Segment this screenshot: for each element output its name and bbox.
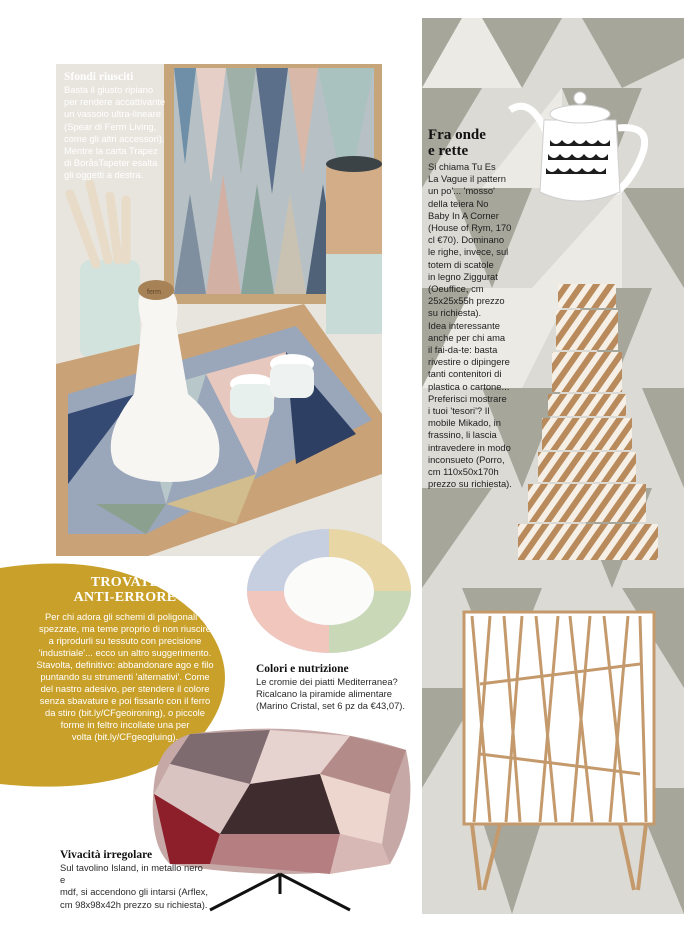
fraonde-line: su richiesta).	[428, 307, 482, 319]
trovate-line: Stavolta, definitivo: abbandonare ago e filo	[36, 659, 214, 670]
fraonde-line: tanti contenitori di	[428, 368, 502, 380]
trovate-line: volta (bit.ly/CFgeogluing).	[71, 731, 179, 742]
fraonde-line: rivestire o dipingere	[428, 356, 510, 368]
cork-label: ferm	[147, 289, 161, 296]
vivacita-caption	[60, 848, 210, 911]
sfondi-caption	[64, 70, 214, 182]
sfondi-line: Basta il giusto ripiano	[64, 84, 154, 95]
fraonde-line: frassino, li lascia	[428, 429, 497, 441]
trovate-line: spezzate, ma teme proprio di non riuscire	[39, 623, 211, 634]
sfondi-line: di BoråsTapeter esalta	[64, 157, 158, 169]
sfondi-line: un vassoio ultra-lineare	[64, 108, 161, 120]
fraonde-line: Preferisci mostrare	[428, 392, 507, 404]
colori-title: Colori e nutrizione	[256, 663, 349, 675]
trovate-line: a riprodurli su tessuto con precisione	[48, 635, 202, 646]
fraonde-title-line: Fra onde	[428, 127, 486, 143]
fraonde-line: inconsueto (Porro,	[428, 453, 505, 465]
vivacita-line: Sul tavolino Island, in metallo nero e	[60, 862, 203, 886]
fraonde-line: prezzo su richiesta).	[428, 478, 512, 490]
fraonde-line: il fai-da-te: basta	[428, 344, 498, 356]
sfondi-title: Sfondi riusciti	[64, 71, 134, 83]
vivacita-line: cm 98x98x42h prezzo su richiesta).	[60, 898, 208, 910]
sfondi-line: come gli altri accessori).	[64, 132, 165, 144]
fraonde-title	[428, 128, 528, 159]
sfondi-line: per rendere accattivante	[64, 96, 166, 108]
trovate-line: 'industriale'... ecco un altro suggerimento.	[38, 647, 212, 658]
fraonde-line: (Oeuffice, cm	[428, 283, 484, 295]
sfondi-line: gli oggetti a destra.	[64, 169, 144, 181]
fraonde-line: (House of Rym, 170	[428, 222, 512, 234]
trovate-line: del nastro adesivo, per stendere il colore	[40, 683, 210, 694]
fraonde-line: mobile Mikado, in	[428, 417, 501, 429]
trovate-box	[14, 576, 236, 743]
trovate-line: puntando su strumenti 'alternativi'. Come	[40, 671, 210, 682]
colori-caption	[256, 662, 420, 713]
trovate-line: da stiro (bit.ly/CFgeoironing), o piccole	[45, 707, 205, 718]
fraonde-line: cl €70). Dominano	[428, 234, 505, 246]
colori-line: Ricalcano la piramide alimentare	[256, 688, 393, 700]
fraonde-line: cm 110x50x170h	[428, 466, 499, 478]
fraonde-line: un po'... 'mosso'	[428, 185, 495, 197]
trovate-title-line: TROVATE	[90, 575, 160, 590]
colori-line: Le cromie dei piatti Mediterranea?	[256, 676, 398, 687]
mikado-cabinet-image	[460, 604, 658, 894]
fraonde-line: totem di scatole	[428, 258, 494, 270]
vivacita-title: Vivacità irregolare	[60, 849, 153, 861]
trovate-line: Per chi adora gli schemi di poligonali e	[45, 611, 205, 622]
colori-line: (Marino Cristal, set 6 pz da €43,07).	[256, 700, 406, 712]
sfondi-line: Mentre la carta Trapez	[64, 145, 158, 157]
fraonde-line: le righe, invece, sul	[428, 246, 509, 258]
trovate-line: senza sbavature e poi fissarlo con il ferro	[39, 695, 211, 706]
ziggurat-boxes-image	[508, 280, 662, 566]
fraonde-line: della teiera No	[428, 197, 489, 209]
vivacita-line: mdf, si accendono gli intarsi (Arflex,	[60, 886, 208, 898]
trovate-line: forme in feltro incollate una per	[60, 719, 190, 730]
fraonde-line: in legno Ziggurat	[428, 270, 498, 282]
fraonde-line: Idea interessante	[428, 319, 500, 331]
trovate-title-line: ANTI-ERRORE	[73, 589, 177, 605]
plate-image	[244, 526, 414, 656]
fraonde-line: intravedere in modo	[428, 441, 511, 453]
fraonde-line: La Vague il pattern	[428, 173, 507, 185]
fraonde-title-line: e rette	[428, 142, 469, 159]
sfondi-line: (Spear di Ferm Living,	[64, 120, 157, 132]
fraonde-line: anche per chi ama	[428, 331, 506, 343]
trovate-title	[14, 576, 236, 605]
fraonde-line: 25x25x55h prezzo	[428, 295, 505, 307]
fraonde-line: Si chiama Tu Es	[428, 161, 496, 172]
fraonde-line: i tuoi 'tesori'? Il	[428, 405, 490, 417]
fraonde-line: Baby In A Corner	[428, 209, 499, 221]
fraonde-line: plastica o cartone...	[428, 380, 510, 392]
